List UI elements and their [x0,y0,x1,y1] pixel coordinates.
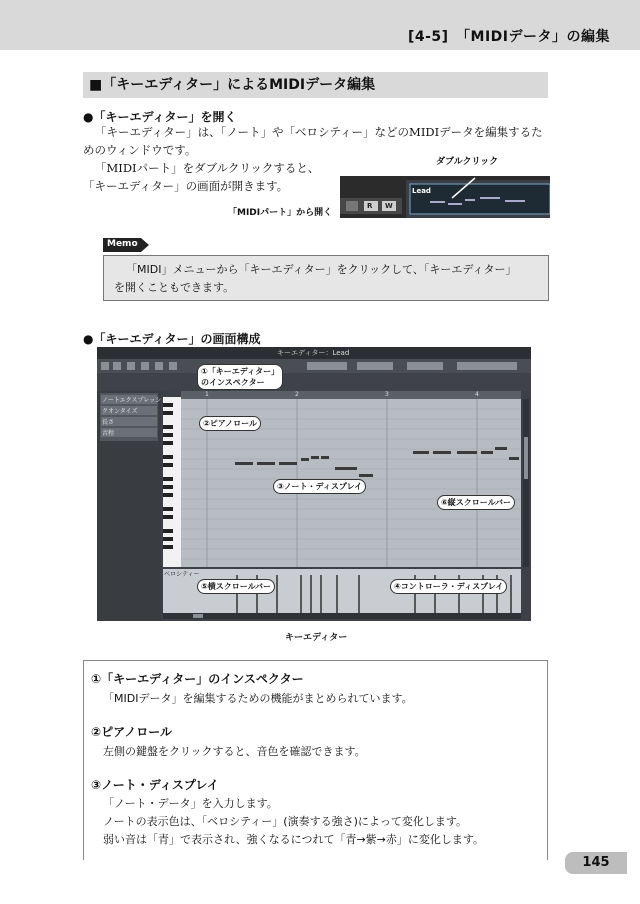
info-text-3a: 「ノート・データ」を入力します。 [103,797,278,810]
memo-tag-label: Memo [107,239,138,249]
part-label[interactable]: Lead [412,187,431,195]
open-p2-line2: 「キーエディター」の画面が開きます。 [83,179,289,193]
info-heading-1: ①「キーエディター」のインスペクター [91,672,304,686]
caption-open-from-part: 「MIDIパート」から開く [228,208,333,218]
callout-horizontal-scrollbar: ⑤横スクロールバー [197,579,275,594]
header-title: [4-5] 「MIDIデータ」の編集 [407,29,610,45]
callout-inspector-line2: のインスペクター [201,378,265,387]
write-button[interactable]: W [385,202,393,210]
structure-heading: ●「キーエディター」の画面構成 [83,332,261,346]
key-editor-screenshot [97,347,531,621]
ruler-label-4: 4 [475,391,479,398]
window-title: キーエディター：Lead [277,349,350,357]
inspector-item-1[interactable]: クオンタイズ [102,408,138,415]
info-heading-2: ②ピアノロール [91,725,172,739]
open-heading: ●「キーエディター」を開く [83,110,237,124]
memo-box [103,255,549,301]
ruler-label-2: 2 [295,391,299,398]
caption-double-click: ダブルクリック [436,157,499,167]
section-title: ■「キーエディター」によるMIDIデータ編集 [83,72,548,98]
info-text-3b: ノートの表示色は、「ベロシティー」(演奏する強さ)によって変化します。 [103,815,467,828]
inspector-item-2[interactable]: 長さ [102,419,115,426]
open-paragraph-2 [83,159,343,195]
callout-controller-display: ④コントローラ・ディスプレイ [390,579,507,594]
info-text-3c: 弱い音は「青」で表示され、強くなるにつれて「青→紫→赤」に変化します。 [103,833,484,846]
info-text-2: 左側の鍵盤をクリックすると、音色を確認できます。 [103,745,366,758]
ruler-label-1: 1 [205,391,209,398]
callout-inspector [197,364,283,390]
memo-line2: を開くこともできます。 [114,281,235,294]
inspector-item-0[interactable]: ノートエクスプレッション [102,397,174,404]
info-heading-3: ③ノート・ディスプレイ [91,778,219,792]
open-p2-line1: 「MIDIパート」をダブルクリックすると、 [95,161,320,175]
record-button[interactable]: R [367,202,373,210]
info-text-1: 「MIDIデータ」を編集するための機能がまとめられています。 [103,692,413,705]
midi-part-screenshot [340,176,550,218]
callout-vertical-scrollbar: ⑥縦スクロールバー [437,495,515,510]
key-editor-caption: キーエディター [285,633,348,643]
open-p1-line1: 「キーエディター」は、「ノート」や「ベロシティー」などのMIDIデータを編集するた [95,125,543,139]
page-number: 145 [565,852,627,874]
controller-lane-label[interactable]: ベロシティー [164,571,200,578]
callout-piano-roll: ②ピアノロール [199,416,261,431]
memo-line1: 「MIDI」メニューから「キーエディター」をクリックして、「キーエディター」 [126,263,517,276]
ruler-label-3: 3 [385,391,389,398]
midi-part-graphic [340,176,550,218]
inspector-item-3[interactable]: 音程 [102,430,115,437]
open-p1-line2: めのウィンドウです。 [83,143,197,157]
callout-note-display: ③ノート・ディスプレイ [273,479,366,494]
callout-inspector-line1: ①「キーエディター」 [201,367,280,376]
